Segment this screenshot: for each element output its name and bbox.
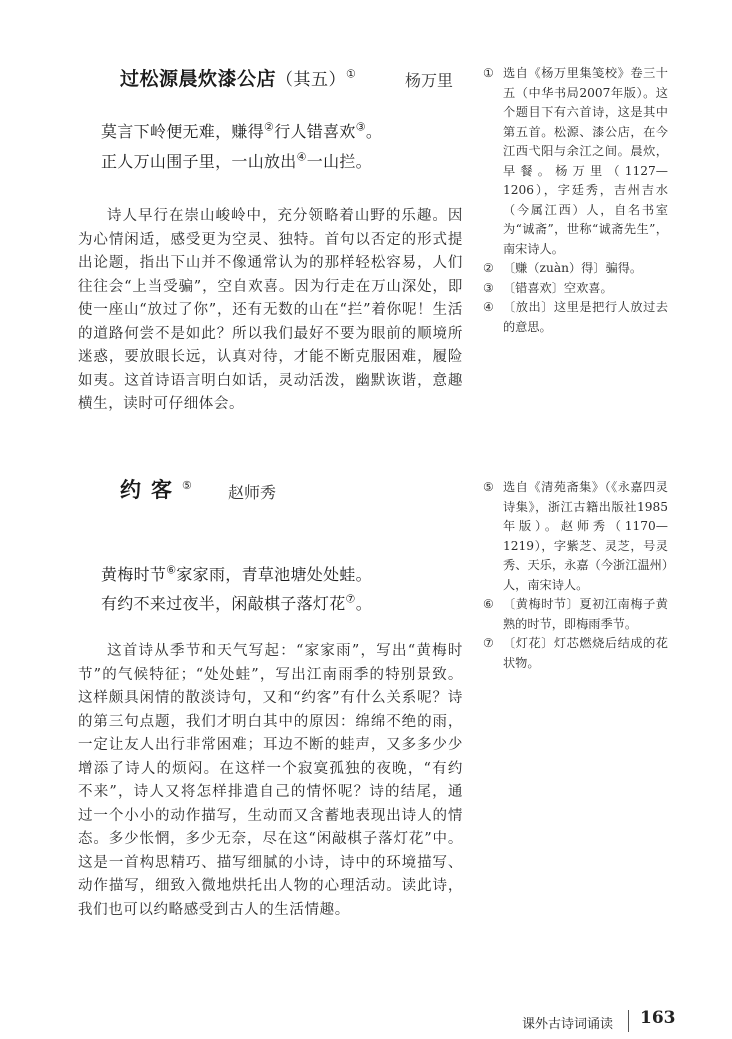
poem2-line-1-ref: ⑥ — [166, 563, 177, 577]
poem1-line-1-a: 莫言下岭便无难，赚得 — [101, 122, 265, 141]
note-1-num: ① — [483, 66, 494, 80]
poem1-commentary: 诗人早行在崇山峻岭中，充分领略着山野的乐趣。因为心情闲适，感受更为空灵、独特。首句以否定的形式提出论题，指出下山并不像通常认为的那样轻松容易，人们往往会“上当受骗”，空自欢喜。因为行走在万山深处，即使一座山“放过了你”，还有无数的山在“拦”着你呢！生活的道路何尝不是如此？所以我们最好不要为眼前的顺境所迷惑，要放眼长远，认真对待，才能不断克服困难，履险如夷。这首诗语言明白如话，灵动活泼，幽默诙谐，意趣横生，读时可仔细体会。 — [78, 208, 463, 412]
poem1-line-1-b: 行人错喜欢 — [274, 122, 356, 141]
poem1-line-2-ref: ④ — [296, 150, 307, 164]
poem1-line-1 — [101, 119, 382, 142]
note-6-num: ⑥ — [483, 597, 494, 611]
poem2-line-2-ref: ⑦ — [345, 592, 356, 606]
poem1-line-2 — [101, 149, 372, 172]
poem2-line-2-b: 。 — [355, 594, 372, 613]
poem2-author: 赵师秀 — [228, 483, 277, 502]
poem2-title — [120, 474, 192, 504]
poem1-note-ref: ① — [346, 67, 357, 81]
notes2-list — [483, 478, 668, 673]
poem2-line-1 — [101, 562, 372, 585]
poem1-title — [120, 64, 356, 91]
footer-section-title: 课外古诗词诵读 — [522, 1017, 614, 1032]
note-1 — [483, 64, 668, 259]
note-4-text: 〔放出〕这里是把行人放过去的意思。 — [503, 300, 668, 334]
poem2-line-2 — [101, 591, 372, 614]
poem1-subtitle: （其五） — [276, 70, 347, 90]
note-7-num: ⑦ — [483, 636, 494, 650]
poem2-title-text: 约客 — [120, 477, 182, 502]
note-1-text: 选自《杨万里集笺校》卷三十五（中华书局2007年版）。这个题目下有六首诗，这是其中第五首。松源、漆公店，在今江西弋阳与余江之间。晨炊，早餐。杨万里（1127—1206），字廷秀，吉州吉水（今属江西）人，自名书室为“诚斋”，世称“诚斋先生”，南宋诗人。 — [503, 66, 668, 256]
note-5 — [483, 478, 668, 595]
note-6 — [483, 595, 668, 634]
poem2-note-ref: ⑤ — [182, 479, 192, 492]
note-3-num: ③ — [483, 280, 494, 295]
note-5-num: ⑤ — [483, 480, 494, 494]
poem1-line-2-a: 正人万山围子里，一山放出 — [101, 152, 297, 171]
poem1-line-1-ref2: ③ — [355, 120, 366, 134]
poem2-line-1-a: 黄梅时节 — [101, 565, 167, 584]
note-2-num: ② — [483, 261, 494, 275]
poem2-line-1-b: 家家雨，青草池塘处处蛙。 — [176, 565, 372, 584]
note-3-text: 〔错喜欢〕空欢喜。 — [503, 280, 613, 295]
poem1-title-text: 过松源晨炊漆公店 — [120, 68, 277, 90]
poem2-commentary: 这首诗从季节和天气写起：“家家雨”，写出“黄梅时节”的气候特征；“处处蛙”，写出江南雨季的特别景致。这样颇具闲情的散淡诗句，又和“约客”有什么关系呢？诗的第三句点题，我们才明白其中的原因：绵绵不绝的雨，一定让友人出行非常困难；耳边不断的蛙声，又多多少少增添了诗人的烦闷。在这样一个寂寞孤独的夜晚，“有约不来”，诗人又将怎样排遣自己的情怀呢？诗的结尾，通过一个小小的动作描写，生动而又含蓄地表现出诗人的情态。多少怅惘，多少无奈，尽在这“闲敲棋子落灯花”中。这是一首构思精巧、描写细腻的小诗，诗中的环境描写、动作描写，细致入微地烘托出人物的心理活动。读此诗，我们也可以约略感受到古人的生活情趣。 — [78, 643, 463, 918]
page-number: 163 — [640, 1008, 676, 1028]
note-5-text: 选自《清苑斋集》（《永嘉四灵诗集》，浙江古籍出版社1985年版）。赵师秀（1170—1219），字紫芝、灵芝，号灵秀、天乐，永嘉（今浙江温州）人，南宋诗人。 — [503, 480, 668, 592]
note-6-text: 〔黄梅时节〕夏初江南梅子黄熟的时节，即梅雨季节。 — [503, 597, 668, 631]
poem1-line-2-b: 一山拦。 — [306, 152, 372, 171]
notes1-list — [483, 64, 668, 337]
note-2 — [483, 259, 668, 279]
note-7-text: 〔灯花〕灯芯燃烧后结成的花状物。 — [503, 636, 668, 670]
note-4-num: ④ — [483, 300, 494, 314]
poem1-line-1-c: 。 — [365, 122, 383, 141]
note-7 — [483, 634, 668, 673]
footer-divider — [628, 1010, 629, 1032]
poem1-author: 杨万里 — [405, 71, 454, 90]
note-3 — [483, 279, 668, 299]
note-4 — [483, 298, 668, 337]
note-2-text: 〔赚（zuàn）得〕骗得。 — [503, 261, 643, 275]
poem2-line-2-a: 有约不来过夜半，闲敲棋子落灯花 — [101, 594, 346, 613]
poem1-line-1-ref: ② — [264, 120, 275, 134]
